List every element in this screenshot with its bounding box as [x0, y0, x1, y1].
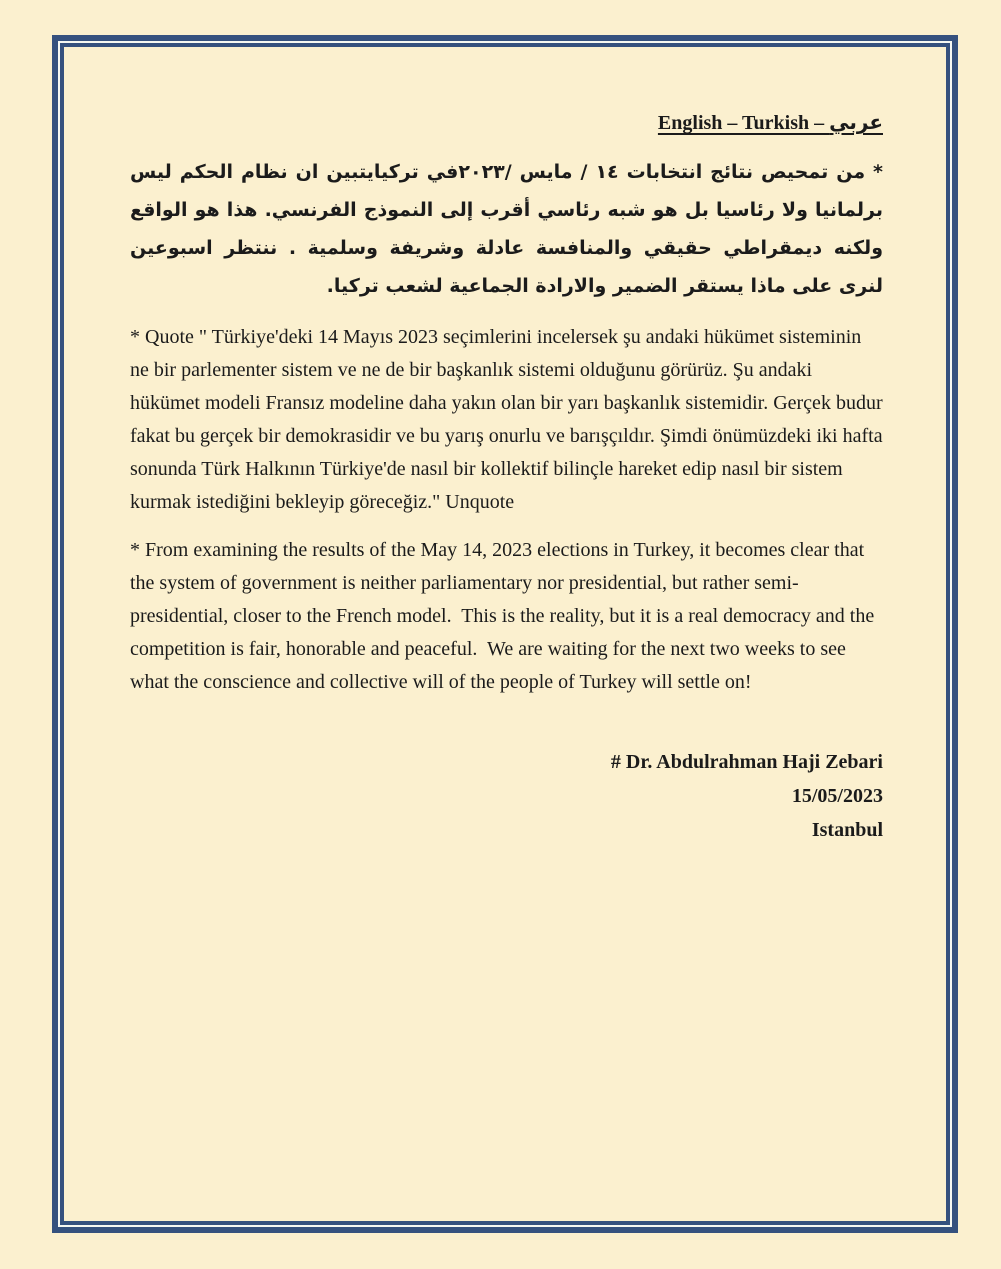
document-title-text: English – Turkish – عربي: [657, 112, 883, 134]
paragraph-arabic: * من تمحيص نتائج انتخابات ١٤ / مايس /٢٠٢٣في تركيايتبين ان نظام الحكم ليس برلمانيا ولا رئاسيا بل هو شبه رئاسي أقرب إلى النموذج الفرنسي. هذا هو الواقع ولكنه ديمقراطي حقيقي والمنافسة عادلة وشريفة وسلمية . ننتظر اسبوعين لنرى على ماذا يستقر الضمير والارادة الجماعية لشعب تركيا.: [130, 161, 883, 297]
signature-date: 15/05/2023: [791, 785, 883, 807]
signature-author: # Dr. Abdulrahman Haji Zebari: [610, 751, 883, 773]
paragraph-english-translation: * From examining the results of the May 14, 2023 elections in Turkey, it becomes clear that the system of government is neither parliamentary nor presidential, but rather semi-presidential, closer to the French model. This is the reality, but it is a real democracy and the competition is fair, honorable and peaceful. We are waiting for the next two weeks to see what the conscience and collective will of the people of Turkey will settle on!: [130, 539, 880, 693]
paragraph-turkish-quote: * Quote " Türkiye'deki 14 Mayıs 2023 seçimlerini incelersek şu andaki hükümet sisteminin ne bir parlementer sistem ve ne de bir başkanlık sistemi olduğunu görürüz. Şu andaki hükümet modeli Fransız modeline daha yakın olan bir yarı başkanlık sistemidir. Gerçek budur fakat bu gerçek bir demokrasidir ve bu yarış onurlu ve barışçıldır. Şimdi önümüzdeki iki hafta sonunda Türk Halkının Türkiye'de nasıl bir kollektif bilinçle hareket edip nasıl bir sistem kurmak istediğini bekleyip göreceğiz." Unquote: [130, 326, 888, 513]
document-title: [130, 109, 883, 137]
page-border-outer: [52, 35, 958, 1233]
document-content: [64, 47, 946, 1221]
signature-block: [130, 745, 883, 847]
signature-city: Istanbul: [811, 819, 883, 841]
page-border-inner: [60, 43, 950, 1225]
